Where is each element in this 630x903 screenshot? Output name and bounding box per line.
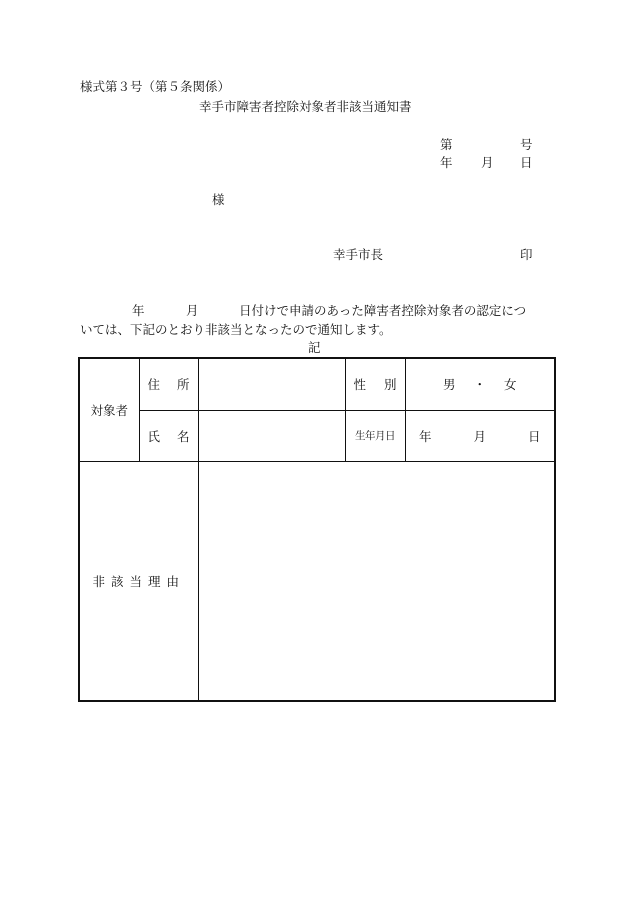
issue-date-year: 年 [440,155,453,170]
subject-label: 対象者 [79,358,139,461]
body-text-line2: いては、下記のとおり非該当となったので通知します。 [80,322,392,337]
doc-number-suffix: 号 [520,137,533,152]
body-month: 月 [186,303,199,318]
notice-form-table [78,357,556,702]
address-label: 住所 [139,358,198,410]
ki-heading: 記 [308,340,321,355]
issuer-name: 幸手市長 [333,247,384,262]
issue-date-day: 日 [520,155,533,170]
name-label: 氏名 [139,410,198,461]
birthdate-label: 生年月日 [345,410,405,461]
address-field[interactable] [198,358,345,410]
form-number: 様式第３号（第５条関係） [80,79,231,94]
sex-label: 性別 [345,358,405,410]
name-field[interactable] [198,410,345,461]
reason-label: 非該当理由 [79,461,198,701]
body-text-line1: 日付けで申請のあった障害者控除対象者の認定につ [239,303,527,318]
doc-number-prefix: 第 [440,137,453,152]
birthdate-field[interactable]: 年 月 日 [405,410,555,461]
sex-options[interactable]: 男 ・ 女 [405,358,555,410]
issue-date-month: 月 [481,155,494,170]
reason-field[interactable] [198,461,555,701]
body-year: 年 [132,303,145,318]
recipient-honorific: 様 [212,192,225,207]
document-title: 幸手市障害者控除対象者非該当通知書 [199,99,412,114]
seal-mark: 印 [520,247,533,262]
